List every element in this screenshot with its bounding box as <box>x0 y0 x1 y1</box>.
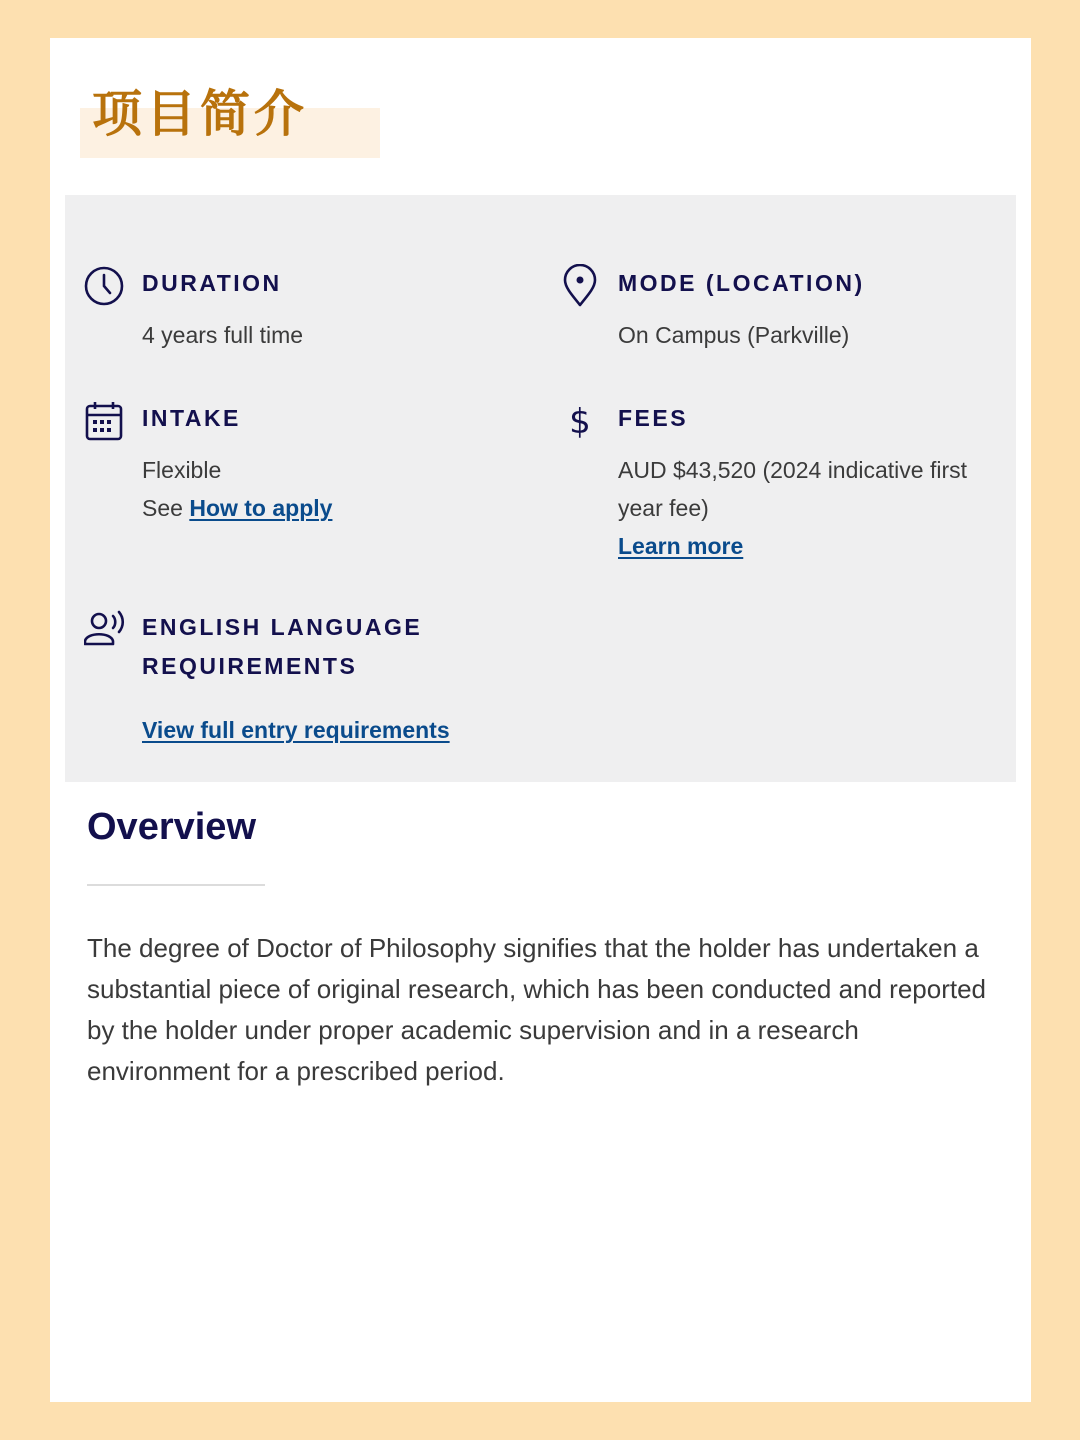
english-link-line <box>142 711 450 749</box>
speaking-person-icon <box>84 608 128 652</box>
duration-label: DURATION <box>142 270 282 296</box>
fees-details <box>618 451 988 565</box>
how-to-apply-link[interactable]: How to apply <box>189 495 333 521</box>
intake-see-line <box>142 489 332 527</box>
overview-divider <box>87 884 265 886</box>
calendar-icon <box>84 399 128 443</box>
overview-body: The degree of Doctor of Philosophy signifies that the holder has undertaken a substantial piece of original research, which has been conducted and reported by the holder under proper academic supervision and in a research environment for a prescribed period. <box>87 933 987 1086</box>
dollar-icon <box>560 399 604 443</box>
content-card <box>50 38 1031 1402</box>
intake-label: INTAKE <box>142 405 241 431</box>
fees-link-line <box>618 527 988 565</box>
english-label <box>142 608 422 686</box>
learn-more-link[interactable]: Learn more <box>618 533 744 559</box>
fees-value: AUD $43,520 (2024 indicative first year fee) <box>618 457 968 521</box>
overview-heading: Overview <box>87 806 256 848</box>
english-label-line1: ENGLISH LANGUAGE <box>142 614 423 640</box>
page-title: 项目简介 <box>92 85 308 143</box>
fees-label: FEES <box>618 405 689 431</box>
intake-details <box>142 451 332 527</box>
clock-icon <box>84 264 128 308</box>
intake-value: Flexible <box>142 457 222 483</box>
english-label-line2: REQUIREMENTS <box>142 653 358 679</box>
see-prefix: See <box>142 495 190 521</box>
svg-text:$: $ <box>569 402 591 442</box>
location-pin-icon <box>560 264 604 308</box>
mode-label: MODE (LOCATION) <box>618 270 865 296</box>
mode-value: On Campus (Parkville) <box>618 322 850 348</box>
duration-value: 4 years full time <box>142 322 304 348</box>
view-entry-requirements-link[interactable]: View full entry requirements <box>142 717 450 743</box>
course-info-panel <box>65 195 1016 782</box>
